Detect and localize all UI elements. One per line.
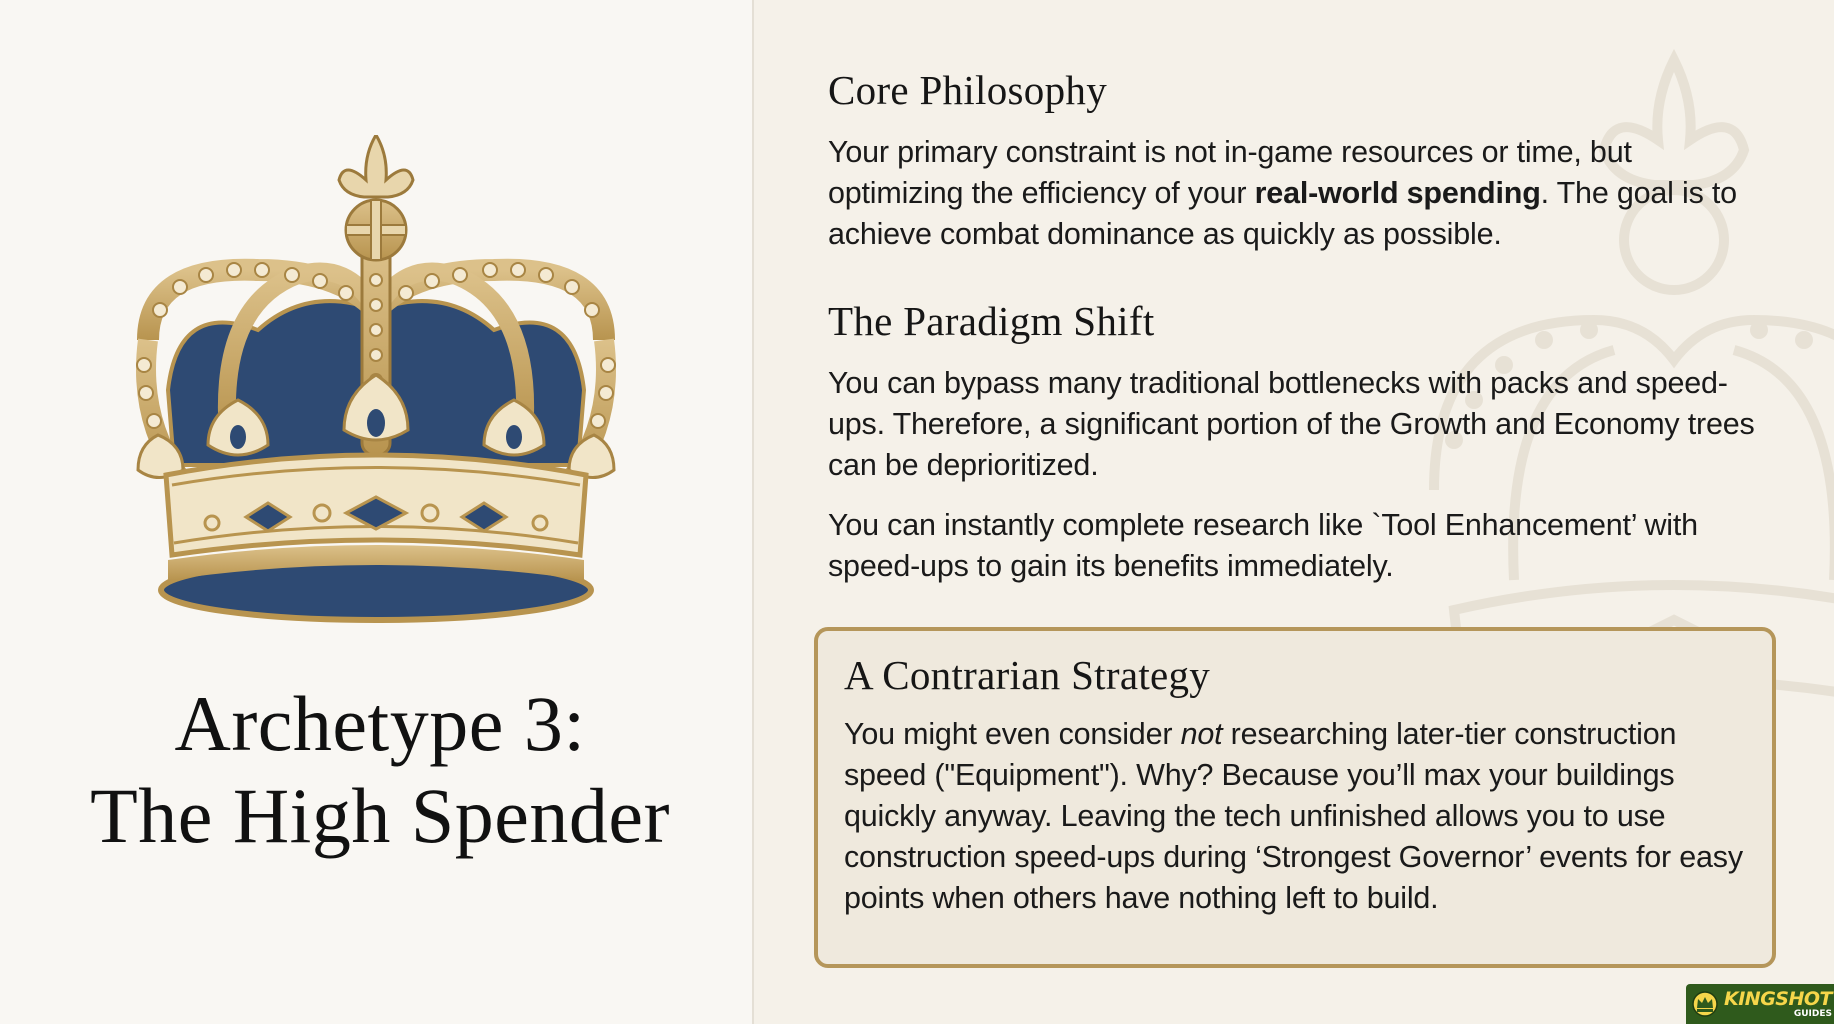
contrarian-text-italic: not: [1180, 717, 1223, 751]
core-text-after: . The goal is to achieve combat dominance as quickly as possible.: [828, 176, 1737, 251]
left-panel: [0, 0, 752, 1024]
core-philosophy-text: [828, 132, 1758, 255]
core-text-before: Your primary constraint is not in-game resources or time, but optimizing the efficiency of your: [828, 135, 1632, 210]
crown-illustration: [108, 135, 644, 635]
contrarian-strategy-heading: A Contrarian Strategy: [844, 652, 1211, 698]
page-title: [40, 678, 720, 862]
contrarian-strategy-text: [844, 714, 1754, 919]
core-text-bold: real-world spending: [1254, 176, 1541, 210]
crown-logo-icon: [1692, 991, 1718, 1017]
contrarian-text-after: researching later-tier construction speed ("Equipment"). Why? Because you’ll max your buildings quickly anyway. Leaving the tech unfinished allows you to use construction speed-ups during ‘Strongest Governor’ events for easy points when others have nothing left to build.: [844, 717, 1743, 915]
paradigm-shift-paragraph-1: You can bypass many traditional bottlenecks with packs and speed-ups. Therefore, a significant portion of the Growth and Economy trees can be deprioritized.: [828, 366, 1755, 482]
paradigm-shift-paragraph-2: You can instantly complete research like `Tool Enhancement’ with speed-ups to gain its benefits immediately.: [828, 508, 1698, 583]
core-philosophy-heading: Core Philosophy: [828, 67, 1107, 113]
contrarian-strategy-callout: [814, 627, 1776, 968]
title-line-1: Archetype 3:: [174, 680, 586, 767]
kingshot-guides-badge[interactable]: [1686, 984, 1834, 1024]
paradigm-shift-heading: The Paradigm Shift: [828, 298, 1155, 344]
badge-sub-text: GUIDES: [1793, 1008, 1832, 1019]
badge-brand-text: KINGSHOT: [1724, 987, 1832, 1010]
contrarian-text-before: You might even consider: [844, 717, 1181, 751]
title-line-2: The High Spender: [90, 772, 670, 859]
